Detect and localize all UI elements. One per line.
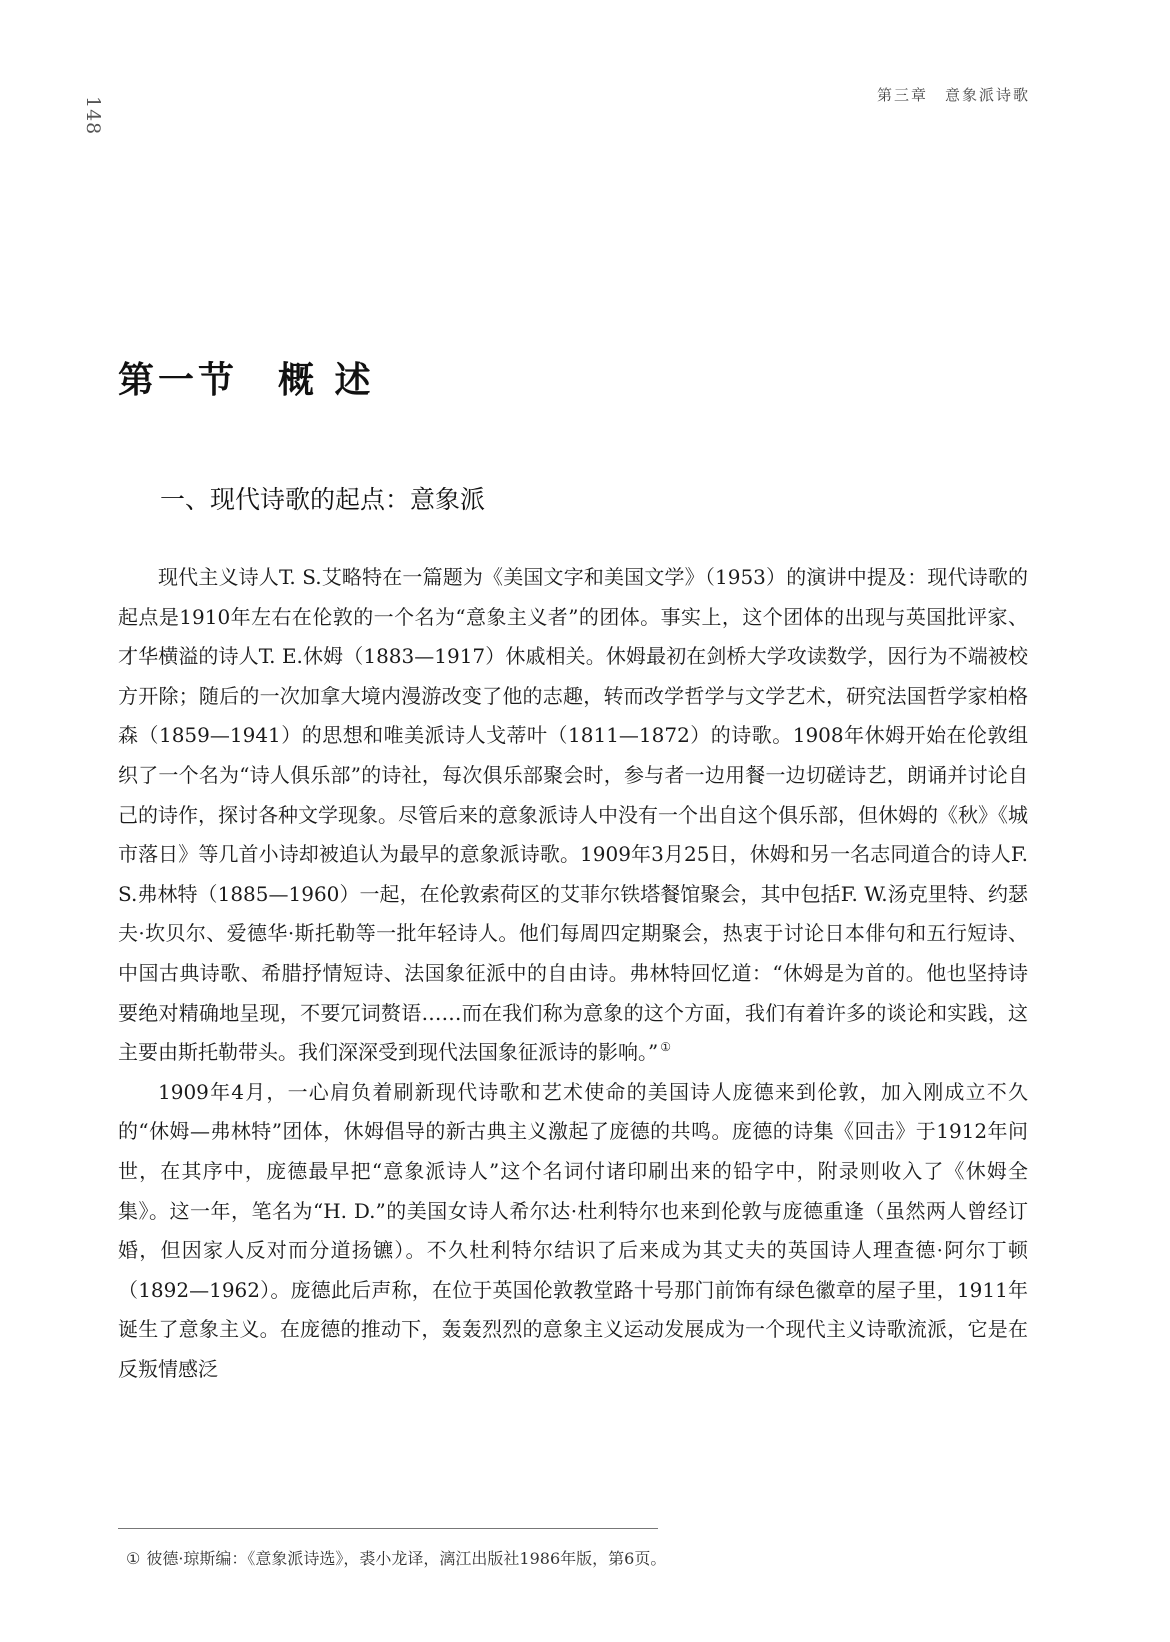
- footnote: [126, 1546, 666, 1569]
- paragraph-text: 现代主义诗人T. S.艾略特在一篇题为《美国文字和美国文学》（1953）的演讲中提及：现代诗歌的起点是1910年左右在伦敦的一个名为“意象主义者”的团体。事实上，这个团体的出现与英国批评家、才华横溢的诗人T. E.休姆（1883—1917）休戚相关。休姆最初在剑桥大学攻读数学，因行为不端被校方开除；随后的一次加拿大境内漫游改变了他的志趣，转而改学哲学与文学艺术，研究法国哲学家柏格森（1859—1941）的思想和唯美派诗人戈蒂叶（1811—1872）的诗歌。1908年休姆开始在伦敦组织了一个名为“诗人俱乐部”的诗社，每次俱乐部聚会时，参与者一边用餐一边切磋诗艺，朗诵并讨论自己的诗作，探讨各种文学现象。尽管后来的意象派诗人中没有一个出自这个俱乐部，但休姆的《秋》《城市落日》等几首小诗却被追认为最早的意象派诗歌。1909年3月25日，休姆和另一名志同道合的诗人F. S.弗林特（1885—1960）一起，在伦敦索荷区的艾菲尔铁塔餐馆聚会，其中包括F. W.汤克里特、约瑟夫·坎贝尔、爱德华·斯托勒等一批年轻诗人。他们每周四定期聚会，热衷于讨论日本俳句和五行短诗、中国古典诗歌、希腊抒情短诗、法国象征派中的自由诗。弗林特回忆道：“休姆是为首的。他也坚持诗要绝对精确地呈现，不要冗词赘语……而在我们称为意象的这个方面，我们有着许多的谈论和实践，这主要由斯托勒带头。我们深深受到现代法国象征派诗的影响。”: [118, 565, 1028, 1065]
- footnote-divider: [118, 1528, 658, 1529]
- paragraph: [118, 1073, 1028, 1390]
- footnote-marker: ①: [126, 1549, 141, 1568]
- section-title: 第一节 概 述: [118, 359, 375, 401]
- footnote-text: 彼德·琼斯编：《意象派诗选》，裘小龙译，漓江出版社1986年版，第6页。: [146, 1549, 667, 1568]
- paragraph: [118, 558, 1028, 1073]
- subsection-title: 一、现代诗歌的起点：意象派: [160, 485, 486, 514]
- page-number: 148: [82, 96, 104, 136]
- body-text: [118, 558, 1028, 1389]
- footnote-reference: ①: [660, 1040, 671, 1055]
- running-head: 第三章 意象派诗歌: [876, 86, 1030, 104]
- paragraph-text: 1909年4月，一心肩负着刷新现代诗歌和艺术使命的美国诗人庞德来到伦敦，加入刚成立不久的“休姆—弗林特”团体，休姆倡导的新古典主义激起了庞德的共鸣。庞德的诗集《回击》于1912年问世，在其序中，庞德最早把“意象派诗人”这个名词付诸印刷出来的铅字中，附录则收入了《休姆全集》。这一年，笔名为“H. D.”的美国女诗人希尔达·杜利特尔也来到伦敦与庞德重逢（虽然两人曾经订婚，但因家人反对而分道扬镳）。不久杜利特尔结识了后来成为其丈夫的英国诗人理查德·阿尔丁顿（1892—1962）。庞德此后声称，在位于英国伦敦教堂路十号那门前饰有绿色徽章的屋子里，1911年诞生了意象主义。在庞德的推动下，轰轰烈烈的意象主义运动发展成为一个现代主义诗歌流派，它是在反叛情感泛: [118, 1079, 1028, 1381]
